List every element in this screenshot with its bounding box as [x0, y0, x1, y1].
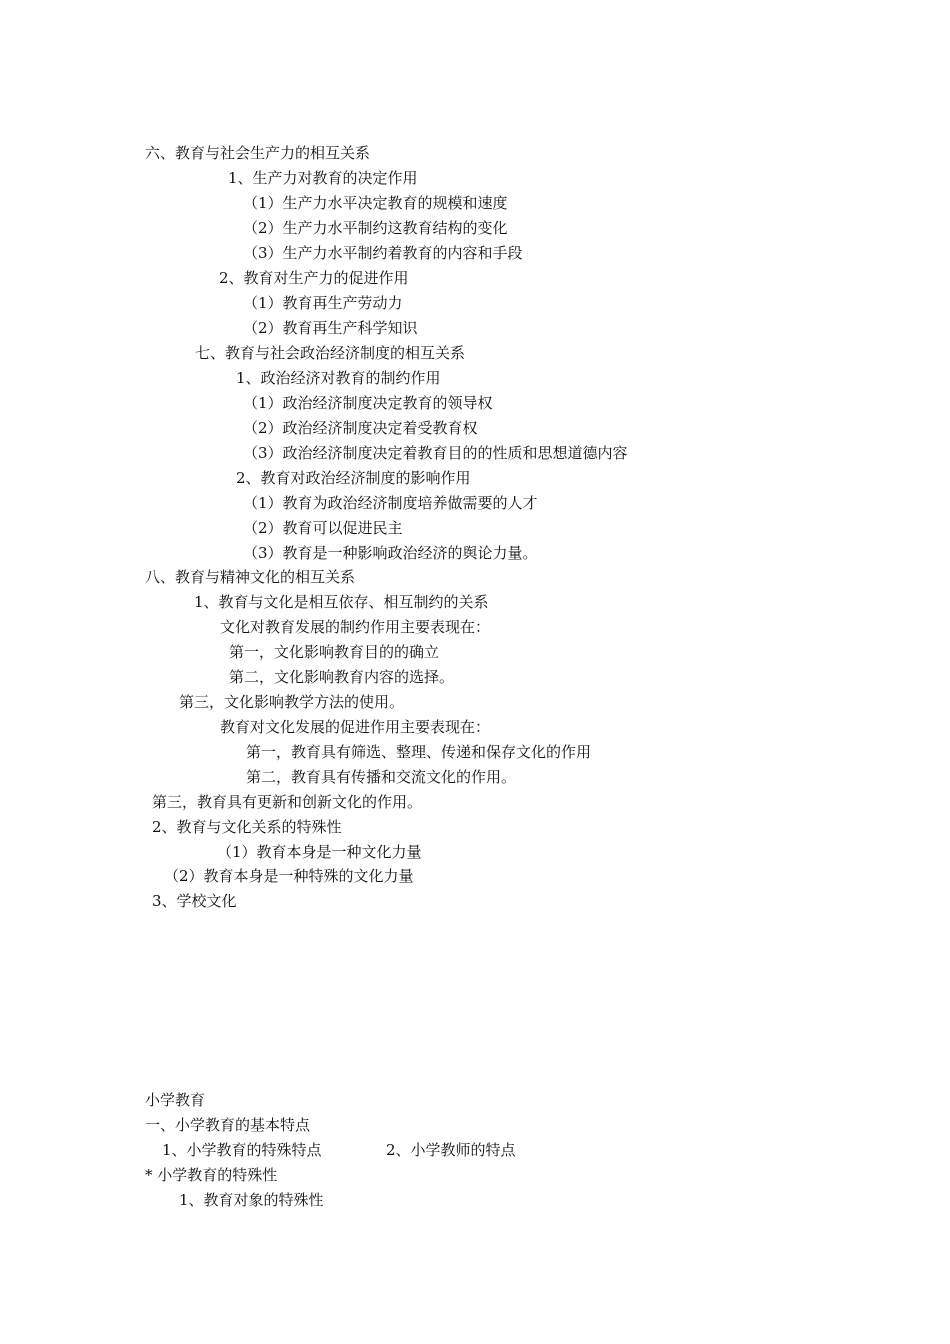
- heading-primary-1: 一、小学教育的基本特点: [145, 1116, 311, 1134]
- heading-primary-special: * 小学教育的特殊性: [145, 1166, 278, 1184]
- subheading-8-1: 1、教育与文化是相互依存、相互制约的关系: [194, 593, 489, 611]
- point-culture-2: 第二，文化影响教育内容的选择。: [229, 668, 455, 686]
- point-education-1: 第一，教育具有筛选、整理、传递和保存文化的作用: [246, 743, 592, 761]
- point-culture-1: 第一，文化影响教育目的的确立: [229, 643, 440, 661]
- subheading-primary-special-1: 1、教育对象的特殊性: [179, 1191, 324, 1209]
- section-title-primary-education: 小学教育: [145, 1091, 206, 1109]
- subheading-6-1: 1、生产力对教育的决定作用: [228, 169, 418, 187]
- item-6-1-2: （2）生产力水平制约这教育结构的变化: [243, 219, 508, 237]
- subheading-6-2: 2、教育对生产力的促进作用: [219, 269, 409, 287]
- heading-section-7: 七、教育与社会政治经济制度的相互关系: [195, 344, 466, 362]
- item-7-2-1: （1）教育为政治经济制度培养做需要的人才: [243, 494, 538, 512]
- heading-section-6: 六、教育与社会生产力的相互关系: [145, 144, 371, 162]
- item-7-2-2: （2）教育可以促进民主: [243, 519, 403, 537]
- subheading-primary-1-2: 2、小学教师的特点: [386, 1141, 516, 1159]
- heading-section-8: 八、教育与精神文化的相互关系: [145, 568, 356, 586]
- subheading-primary-1-1: 1、小学教育的特殊特点: [162, 1141, 322, 1159]
- item-6-1-1: （1）生产力水平决定教育的规模和速度: [243, 194, 508, 212]
- subheading-8-3: 3、学校文化: [152, 892, 237, 910]
- item-7-1-3: （3）政治经济制度决定着教育目的的性质和思想道德内容: [243, 444, 628, 462]
- subheading-7-2: 2、教育对政治经济制度的影响作用: [236, 469, 471, 487]
- item-6-1-3: （3）生产力水平制约着教育的内容和手段: [243, 244, 523, 262]
- item-7-1-2: （2）政治经济制度决定着受教育权: [243, 419, 478, 437]
- point-education-2: 第二，教育具有传播和交流文化的作用。: [246, 768, 517, 786]
- item-6-2-1: （1）教育再生产劳动力: [243, 294, 403, 312]
- subheading-8-2: 2、教育与文化关系的特殊性: [152, 818, 342, 836]
- paragraph-culture-constraint: 文化对教育发展的制约作用主要表现在：: [220, 618, 491, 636]
- point-culture-3: 第三，文化影响教学方法的使用。: [179, 693, 405, 711]
- item-6-2-2: （2）教育再生产科学知识: [243, 319, 418, 337]
- item-8-2-1: （1）教育本身是一种文化力量: [217, 843, 422, 861]
- item-7-2-3: （3）教育是一种影响政治经济的舆论力量。: [243, 544, 538, 562]
- subheading-7-1: 1、政治经济对教育的制约作用: [236, 369, 441, 387]
- paragraph-education-promotion: 教育对文化发展的促进作用主要表现在：: [220, 718, 491, 736]
- point-education-3: 第三，教育具有更新和创新文化的作用。: [152, 793, 423, 811]
- item-8-2-2: （2）教育本身是一种特殊的文化力量: [164, 867, 414, 885]
- item-7-1-1: （1）政治经济制度决定教育的领导权: [243, 394, 493, 412]
